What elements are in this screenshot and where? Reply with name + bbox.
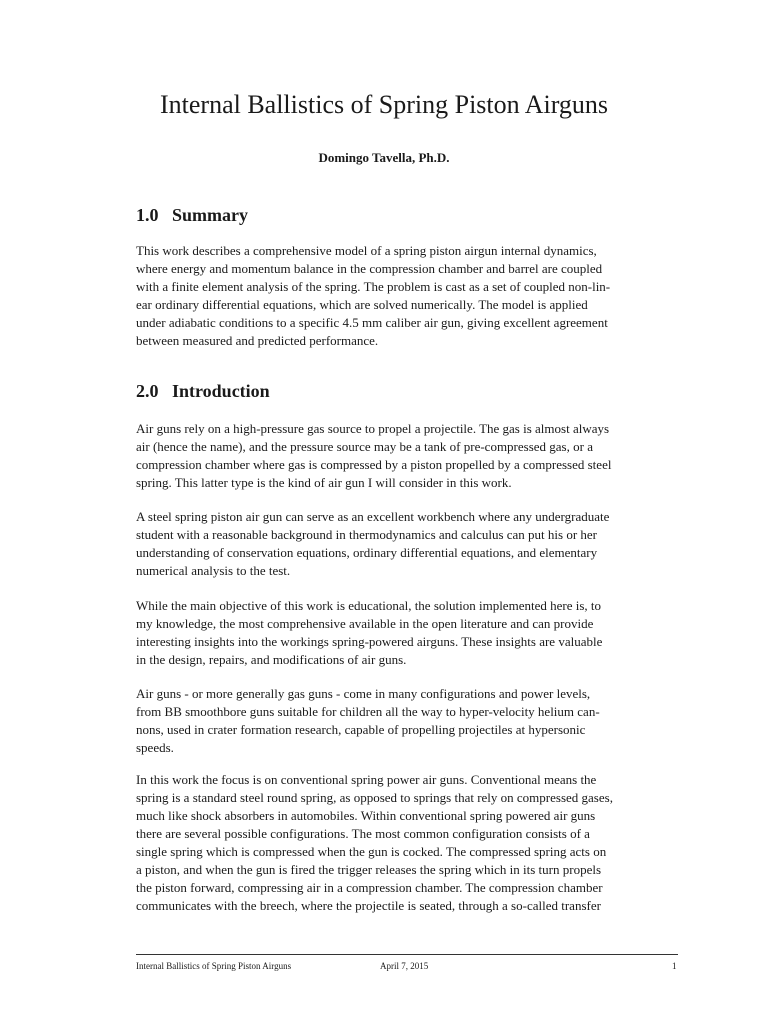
introduction-paragraph-3 — [136, 597, 678, 669]
text-line: This work describes a comprehensive model of a spring piston airgun internal dynamics, — [136, 243, 597, 258]
page-number: 1 — [672, 961, 677, 971]
text-line: compression chamber where gas is compressed by a piston propelled by a compressed steel — [136, 457, 612, 472]
text-line: the piston forward, compressing air in a compression chamber. The compression chamber — [136, 880, 603, 895]
text-line: much like shock absorbers in automobiles. Within conventional spring powered air guns — [136, 808, 596, 823]
footer-divider — [136, 954, 678, 955]
section-heading-summary — [136, 203, 248, 227]
text-line: where energy and momentum balance in the compression chamber and barrel are coupled — [136, 261, 603, 276]
text-line: under adiabatic conditions to a specific 4.5 mm caliber air gun, giving excellent agreement — [136, 315, 608, 330]
text-line: spring. This latter type is the kind of air gun I will consider in this work. — [136, 475, 512, 490]
text-line: numerical analysis to the test. — [136, 563, 291, 578]
text-line: interesting insights into the workings spring-powered airguns. These insights are valuable — [136, 634, 603, 649]
text-line: from BB smoothbore guns suitable for children all the way to hyper-velocity helium can- — [136, 704, 600, 719]
introduction-paragraph-2 — [136, 508, 678, 580]
text-line: my knowledge, the most comprehensive available in the open literature and can provide — [136, 616, 594, 631]
section-title: Summary — [172, 205, 248, 225]
text-line: speeds. — [136, 740, 174, 755]
text-line: While the main objective of this work is educational, the solution implemented here is, to — [136, 598, 601, 613]
text-line: understanding of conservation equations, ordinary differential equations, and elementary — [136, 545, 598, 560]
text-line: single spring which is compressed when the gun is cocked. The compressed spring acts on — [136, 844, 607, 859]
text-line: there are several possible configurations. The most common configuration consists of a — [136, 826, 590, 841]
text-line: between measured and predicted performance. — [136, 333, 379, 348]
summary-paragraph — [136, 242, 678, 350]
text-line: nons, used in crater formation research, capable of propelling projectiles at hypersonic — [136, 722, 586, 737]
introduction-paragraph-5 — [136, 771, 678, 915]
text-line: air (hence the name), and the pressure source may be a tank of pre-compressed gas, or a — [136, 439, 593, 454]
section-number: 1.0 — [136, 205, 159, 225]
document-author: Domingo Tavella, Ph.D. — [318, 150, 450, 165]
text-line: in the design, repairs, and modifications of air guns. — [136, 652, 407, 667]
section-title: Introduction — [172, 381, 270, 401]
footer-date: April 7, 2015 — [380, 961, 429, 971]
text-line: spring is a standard steel round spring, as opposed to springs that rely on compressed gases, — [136, 790, 613, 805]
document-title: Internal Ballistics of Spring Piston Airguns — [159, 90, 609, 119]
text-line: Air guns - or more generally gas guns - come in many configurations and power levels, — [136, 686, 591, 701]
text-line: A steel spring piston air gun can serve as an excellent workbench where any undergraduate — [136, 509, 610, 524]
section-heading-introduction — [136, 379, 270, 403]
text-line: Air guns rely on a high-pressure gas source to propel a projectile. The gas is almost always — [136, 421, 610, 436]
text-line: a piston, and when the gun is fired the trigger releases the spring which in its turn propels — [136, 862, 602, 877]
text-line: In this work the focus is on conventional spring power air guns. Conventional means the — [136, 772, 597, 787]
footer-title: Internal Ballistics of Spring Piston Airguns — [136, 961, 292, 971]
text-line: with a finite element analysis of the spring. The problem is cast as a set of coupled non-lin- — [136, 279, 611, 294]
section-number: 2.0 — [136, 381, 159, 401]
introduction-paragraph-1 — [136, 420, 678, 492]
text-line: student with a reasonable background in thermodynamics and calculus can put his or her — [136, 527, 598, 542]
introduction-paragraph-4 — [136, 685, 678, 757]
text-line: ear ordinary differential equations, which are solved numerically. The model is applied — [136, 297, 588, 312]
text-line: communicates with the breech, where the projectile is seated, through a so-called transfer — [136, 898, 601, 913]
